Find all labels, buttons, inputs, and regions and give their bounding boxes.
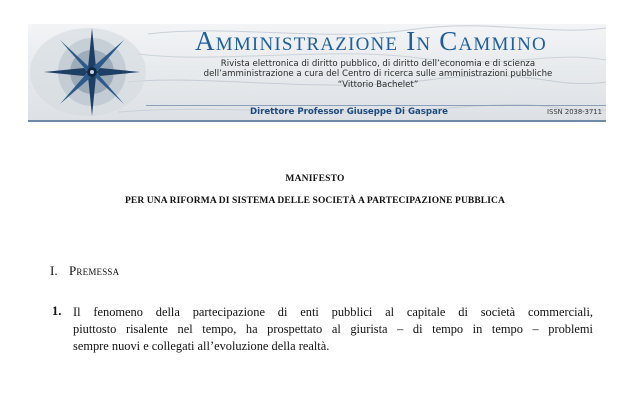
paragraph-line: piuttosto risalente nel tempo, ha prospettato al giurista – di tempo in tempo – problemi: [73, 322, 593, 336]
journal-issn: ISSN 2038-3711: [547, 108, 602, 116]
section-heading: [50, 263, 119, 279]
document-subtitle: PER UNA RIFORMA DI SISTEMA DELLE SOCIETÀ A PARTECIPAZIONE PUBBLICA: [125, 196, 505, 206]
journal-masthead: [28, 24, 606, 120]
journal-subtitle-line: Rivista elettronica di diritto pubblico, di diritto dell’economia e di scienza: [220, 59, 536, 69]
document-title: MANIFESTO: [285, 174, 345, 184]
journal-director: Direttore Professor Giuseppe Di Gaspare: [250, 107, 448, 117]
journal-title: Amministrazione In Cammino: [195, 26, 547, 56]
masthead-bottom-line: [28, 120, 606, 122]
journal-subtitle: [158, 59, 598, 90]
paragraph-line: Il fenomeno della partecipazione di enti pubblici al capitale di società commerciali,: [73, 305, 593, 319]
section-title: Premessa: [69, 263, 120, 278]
paragraph-text: [73, 304, 593, 355]
journal-subtitle-line: “Vittorio Bachelet”: [337, 79, 419, 90]
masthead-divider: [146, 105, 606, 106]
journal-subtitle-line: dell’amministrazione a cura del Centro di ricerca sulle amministrazioni pubbliche: [203, 69, 553, 80]
paragraph-number: 1.: [52, 304, 62, 318]
paragraph-line: sempre nuovi e collegati all’evoluzione della realtà.: [73, 339, 330, 353]
section-number: I.: [50, 263, 58, 278]
